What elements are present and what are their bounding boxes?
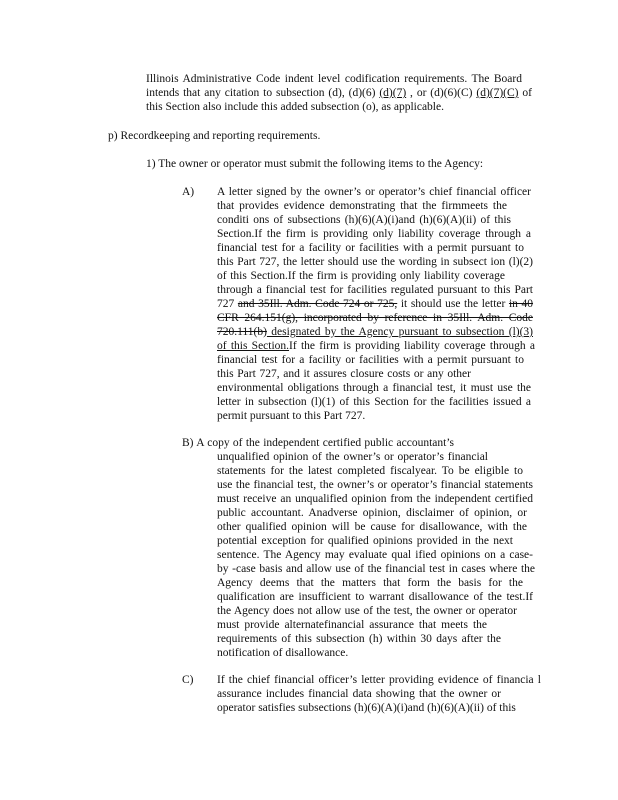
item-c-line: operator satisfies subsections (h)(6)(A)(i)and (h)(6)(A)(ii) of this xyxy=(217,702,516,714)
item-a-line: financial test for a facility or facilities with a permit pursuant to xyxy=(217,242,524,254)
text-run: it should use the letter xyxy=(397,298,509,310)
deleted-text: CFR 264.151(g), incorporated by reference in 35Ill. Adm. Code xyxy=(217,312,533,324)
item-a-line: permit pursuant to this Part 727. xyxy=(217,410,366,422)
text-run: intends that any citation to subsection (d), (d)(6) xyxy=(146,87,380,99)
item-b-line: public accountant. Anadverse opinion, disclaimer of opinion, or xyxy=(217,507,527,519)
item-b-line: notification of disallowance. xyxy=(217,647,349,659)
item-1-heading: 1) The owner or operator must submit the following items to the Agency: xyxy=(146,158,484,170)
item-b-line: sentence. The Agency may evaluate qual ified opinions on a case- xyxy=(217,549,533,561)
item-b-line: other qualified opinion will be cause for disallowance, with the xyxy=(217,521,527,533)
item-b-line: requirements of this subsection (h) within 30 days after the xyxy=(217,633,501,645)
item-a-line: this Part 727, the letter should use the wording in subsect ion (l)(2) xyxy=(217,256,533,268)
item-b-line: potential exception for qualified opinions provided in the next xyxy=(217,535,513,547)
inserted-text: (d)(7) xyxy=(379,87,407,99)
item-a-line: through a financial test for facilities regulated pursuant to this Part xyxy=(217,284,533,296)
item-b-line: statements for the latest completed fiscalyear. To be eligible to xyxy=(217,465,523,477)
deleted-text: and 35Ill. Adm. Code 724 or 725, xyxy=(237,298,398,310)
inserted-text: (d)(7)(C) xyxy=(476,87,519,99)
item-c-marker: C) xyxy=(182,674,194,686)
deleted-text: 720.111(b) xyxy=(217,326,267,338)
item-c-line: assurance includes financial data showing that the owner or xyxy=(217,688,501,700)
intro-line-3: this Section also include this added subsection (o), as applicable. xyxy=(146,101,444,113)
deleted-text: in 40 xyxy=(508,298,534,310)
item-a-line: environmental obligations through a financial test, it must use the xyxy=(217,382,531,394)
intro-line-2 xyxy=(146,86,532,100)
item-b-line: B) A copy of the independent certified public accountant’s xyxy=(182,437,454,449)
item-a-line: letter in subsection (l)(1) of this Section for the facilities issued a xyxy=(217,396,531,408)
text-run: , or (d)(6)(C) xyxy=(406,87,477,99)
item-a-line-amended xyxy=(217,297,533,311)
item-a-line-amended xyxy=(217,311,533,325)
item-a-line-amended xyxy=(217,339,535,353)
item-a-line: of this Section.If the firm is providing only liability coverage xyxy=(217,270,505,282)
item-a-marker: A) xyxy=(182,186,195,198)
item-b-line: the Agency does not allow use of the test, the owner or operator xyxy=(217,605,517,617)
item-b-line: by -case basis and allow use of the financial test in cases where the xyxy=(217,563,535,575)
item-a-line: A letter signed by the owner’s or operator’s chief financial officer xyxy=(217,186,531,198)
text-run: of xyxy=(518,87,532,99)
item-a-line: that provides evidence demonstrating that the firmmeets the xyxy=(217,200,507,212)
text-run: 727 xyxy=(217,298,238,310)
item-b-line: Agency deems that the matters that form the basis for the xyxy=(217,577,523,589)
item-a-line-amended xyxy=(217,325,533,339)
item-b-line: must receive an unqualified opinion from the independent certified xyxy=(217,493,533,505)
item-b-line: use the financial test, the owner’s or operator’s financial statements xyxy=(217,479,533,491)
item-a-line: financial test for a facility or facilities with a permit pursuant to xyxy=(217,354,524,366)
item-a-line: Section.If the firm is providing only liability coverage through a xyxy=(217,228,531,240)
inserted-text: of this Section. xyxy=(217,340,290,352)
item-a-line: this Part 727, and it assures closure costs or any other xyxy=(217,368,471,380)
item-c-line: If the chief financial officer’s letter providing evidence of financia l xyxy=(217,674,541,686)
item-b-line: unqualified opinion of the owner’s or operator’s financial xyxy=(217,451,488,463)
item-b-line: qualification are insufficient to warrant disallowance of the test.If xyxy=(217,591,533,603)
item-a-line: conditi ons of subsections (h)(6)(A)(i)and (h)(6)(A)(ii) of this xyxy=(217,214,511,226)
item-b-line: must provide alternatefinancial assurance that meets the xyxy=(217,619,487,631)
inserted-text: designated by the Agency pursuant to subsection (l)(3) xyxy=(266,326,533,338)
intro-line-1: Illinois Administrative Code indent level codification requirements. The Board xyxy=(146,73,522,85)
text-run: If the firm is providing liability coverage through a xyxy=(289,340,535,352)
section-p-heading: p) Recordkeeping and reporting requirements. xyxy=(108,130,321,142)
